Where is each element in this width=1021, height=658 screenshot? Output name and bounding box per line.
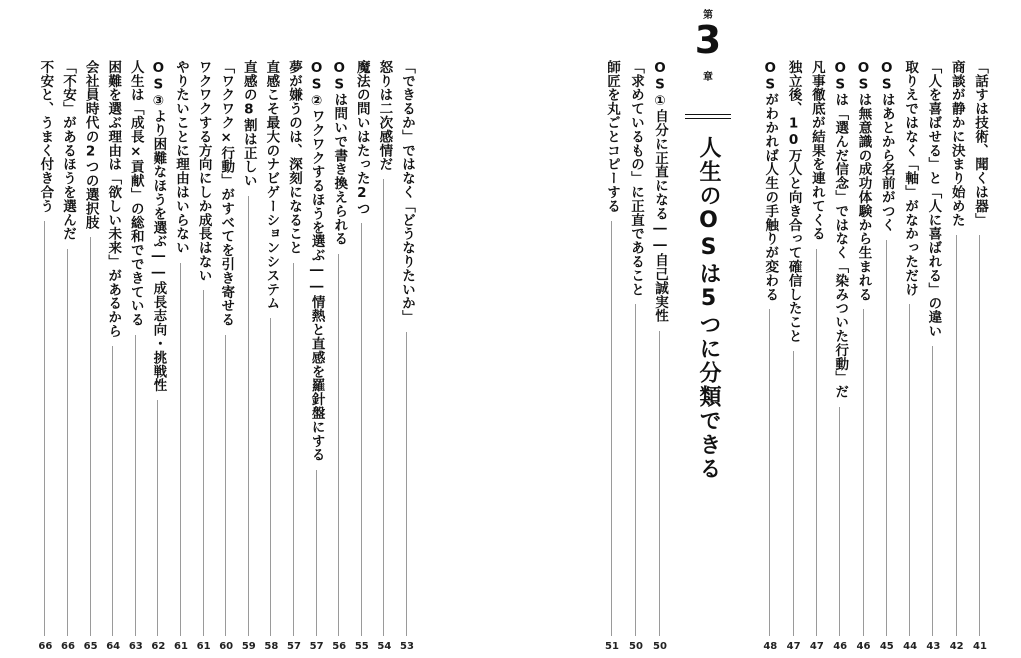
toc-entry[interactable] xyxy=(372,0,396,658)
toc-page-number: 66 xyxy=(38,641,53,652)
toc-entry-title: OS②ワクワクするほうを選ぶ――情熱と直感を羅針盤にする xyxy=(308,60,325,462)
chapter-label-top: 第 xyxy=(703,10,713,21)
toc-entry-title: 「ワクワク×行動」がすべてを引き寄せる xyxy=(218,60,235,327)
toc-leader-line xyxy=(248,196,249,636)
toc-entry[interactable] xyxy=(350,0,374,658)
toc-entry[interactable] xyxy=(648,0,672,658)
toc-leader-line xyxy=(67,249,68,636)
toc-leader-line xyxy=(793,351,794,636)
toc-leader-line xyxy=(293,263,294,636)
toc-page-number: 63 xyxy=(128,641,143,652)
toc-entry-title: 人生は「成長×貢献」の総和でできている xyxy=(127,60,144,327)
toc-entry[interactable] xyxy=(828,0,852,658)
toc-page-number: 61 xyxy=(174,641,188,652)
toc-leader-line xyxy=(979,235,980,636)
toc-leader-line xyxy=(956,235,957,636)
toc-page-number: 51 xyxy=(605,641,619,652)
toc-entry[interactable] xyxy=(805,0,829,658)
toc-page-number: 41 xyxy=(973,641,987,652)
toc-page-number: 57 xyxy=(309,641,324,652)
toc-leader-line xyxy=(816,249,817,636)
toc-entry[interactable] xyxy=(124,0,148,658)
toc-entry[interactable] xyxy=(968,0,992,658)
toc-entry[interactable] xyxy=(305,0,329,658)
toc-entry-title: OSは無意識の成功体験から生まれる xyxy=(855,60,872,302)
toc-leader-line xyxy=(270,318,271,636)
chapter-title: 人生のOSは5つに分類できる xyxy=(696,136,721,481)
toc-leader-line xyxy=(157,400,158,636)
toc-entry-title: 不安と、うまく付き合う xyxy=(37,60,54,213)
chapter-label-bottom: 章 xyxy=(703,72,713,83)
toc-entry[interactable] xyxy=(101,0,125,658)
toc-page-number: 50 xyxy=(629,641,643,652)
toc-entry-title: 「できるか」ではなく「どうなりたいか」 xyxy=(399,60,415,325)
toc-entry[interactable] xyxy=(624,0,648,658)
toc-page-number: 56 xyxy=(332,641,347,652)
toc-entry[interactable] xyxy=(146,0,170,658)
toc-entry-title: 取りえではなく「軸」がなかっただけ xyxy=(902,60,919,297)
toc-entry-title: 「話すは技術、聞くは器」 xyxy=(972,60,988,227)
toc-leader-line xyxy=(863,309,864,636)
toc-entry-title: OSは問いで書き換えられる xyxy=(331,60,348,246)
toc-entry[interactable] xyxy=(921,0,945,658)
toc-entry-title: OS①自分に正直になる――自己誠実性 xyxy=(652,60,668,323)
toc-leader-line xyxy=(406,332,407,636)
toc-entry-title: 凡事徹底が結果を連れてくる xyxy=(808,60,825,241)
toc-entry-title: OSはあとから名前がつく xyxy=(878,60,895,232)
toc-leader-line xyxy=(909,304,910,636)
toc-page-number: 60 xyxy=(219,641,234,652)
toc-entry-title: ワクワクする方向にしか成長はない xyxy=(195,60,212,283)
toc-entry-title: 怒りは二次感情だ xyxy=(376,60,393,172)
toc-leader-line xyxy=(361,223,362,636)
toc-leader-line xyxy=(886,240,887,636)
toc-entry-title: OS③より困難なほうを選ぶ――成長志向・挑戦性 xyxy=(150,60,167,393)
toc-entry[interactable] xyxy=(237,0,261,658)
toc-leader-line xyxy=(932,346,933,636)
toc-entry[interactable] xyxy=(945,0,969,658)
toc-page-number: 55 xyxy=(354,641,369,652)
toc-entry-title: 商談が静かに決まり始めた xyxy=(948,60,965,227)
toc-entry[interactable] xyxy=(327,0,351,658)
toc-entry-title: 会社員時代の2つの選択肢 xyxy=(82,60,99,230)
toc-entry[interactable] xyxy=(782,0,806,658)
toc-page-number: 65 xyxy=(83,641,98,652)
toc-page-number: 66 xyxy=(61,641,75,652)
toc-entry[interactable] xyxy=(33,0,57,658)
toc-page-number: 43 xyxy=(926,641,941,652)
toc-entry-title: やりたいことに理由はいらない xyxy=(173,60,189,255)
toc-entry[interactable] xyxy=(79,0,103,658)
toc-page-number: 46 xyxy=(856,641,871,652)
toc-entry[interactable] xyxy=(169,0,193,658)
toc-leader-line xyxy=(839,407,840,636)
toc-entry[interactable] xyxy=(259,0,283,658)
toc-page-number: 47 xyxy=(786,641,801,652)
toc-entry-title: 夢が嫌うのは、深刻になること xyxy=(286,60,302,255)
toc-page-number: 64 xyxy=(106,641,121,652)
toc-entry-title: 魔法の問いはたった2つ xyxy=(353,60,370,216)
toc-entry-title: 「人を喜ばせる」と「人に喜ばれる」の違い xyxy=(925,60,942,338)
toc-page-number: 57 xyxy=(287,641,301,652)
toc-leader-line xyxy=(44,221,45,636)
toc-entry[interactable] xyxy=(192,0,216,658)
toc-entry-title: 「求めているもの」に正直であること xyxy=(628,60,644,297)
chapter-heading xyxy=(680,0,736,658)
toc-entry-title: 直感こそ最大のナビゲーションシステム xyxy=(263,60,280,311)
toc-leader-line xyxy=(635,304,636,636)
toc-leader-line xyxy=(112,346,113,636)
chapter-number: 3 xyxy=(694,18,722,62)
toc-page-number: 59 xyxy=(241,641,256,652)
toc-entry-title: OSがわかれば人生の手触りが変わる xyxy=(762,60,779,302)
toc-entry-title: 困難を選ぶ理由は「欲しい未来」があるから xyxy=(105,60,122,338)
toc-page-number: 48 xyxy=(763,641,778,652)
toc-entry[interactable] xyxy=(214,0,238,658)
toc-leader-line xyxy=(769,309,770,636)
toc-entry-title: 独立後、10万人と向き合って確信したこと xyxy=(785,60,802,343)
toc-entry-title: 師匠を丸ごとコピーする xyxy=(604,60,620,213)
toc-entry[interactable] xyxy=(600,0,624,658)
toc-entry[interactable] xyxy=(282,0,306,658)
toc-page-number: 53 xyxy=(400,641,414,652)
toc-page-number: 42 xyxy=(949,641,964,652)
toc-entry-title: 直感の8割は正しい xyxy=(240,60,257,188)
toc-leader-line xyxy=(659,331,660,636)
toc-leader-line xyxy=(383,179,384,636)
toc-entry[interactable] xyxy=(852,0,876,658)
toc-page-number: 54 xyxy=(377,641,392,652)
toc-page-number: 47 xyxy=(809,641,824,652)
toc-page-number: 50 xyxy=(653,641,667,652)
toc-leader-line xyxy=(316,470,317,636)
toc-entry[interactable] xyxy=(758,0,782,658)
toc-leader-line xyxy=(611,221,612,636)
toc-entry[interactable] xyxy=(875,0,899,658)
toc-entry-title: OSは「選んだ信念」ではなく「染みついた行動」だ xyxy=(832,60,849,399)
toc-page-number: 61 xyxy=(196,641,211,652)
toc-entry[interactable] xyxy=(395,0,419,658)
toc-page-number: 62 xyxy=(151,641,166,652)
toc-leader-line xyxy=(203,290,204,636)
toc-leader-line xyxy=(225,335,226,636)
toc-leader-line xyxy=(180,263,181,636)
toc-entry[interactable] xyxy=(898,0,922,658)
toc-leader-line xyxy=(338,254,339,636)
toc-leader-line xyxy=(135,335,136,636)
toc-entry[interactable] xyxy=(56,0,80,658)
toc-entry-title: 「不安」があるほうを選んだ xyxy=(60,60,76,241)
toc-page-number: 58 xyxy=(264,641,279,652)
toc-page-number: 44 xyxy=(903,641,918,652)
chapter-rule xyxy=(685,114,731,119)
toc-leader-line xyxy=(90,237,91,636)
toc-page-number: 45 xyxy=(879,641,894,652)
toc-page-number: 46 xyxy=(833,641,848,652)
